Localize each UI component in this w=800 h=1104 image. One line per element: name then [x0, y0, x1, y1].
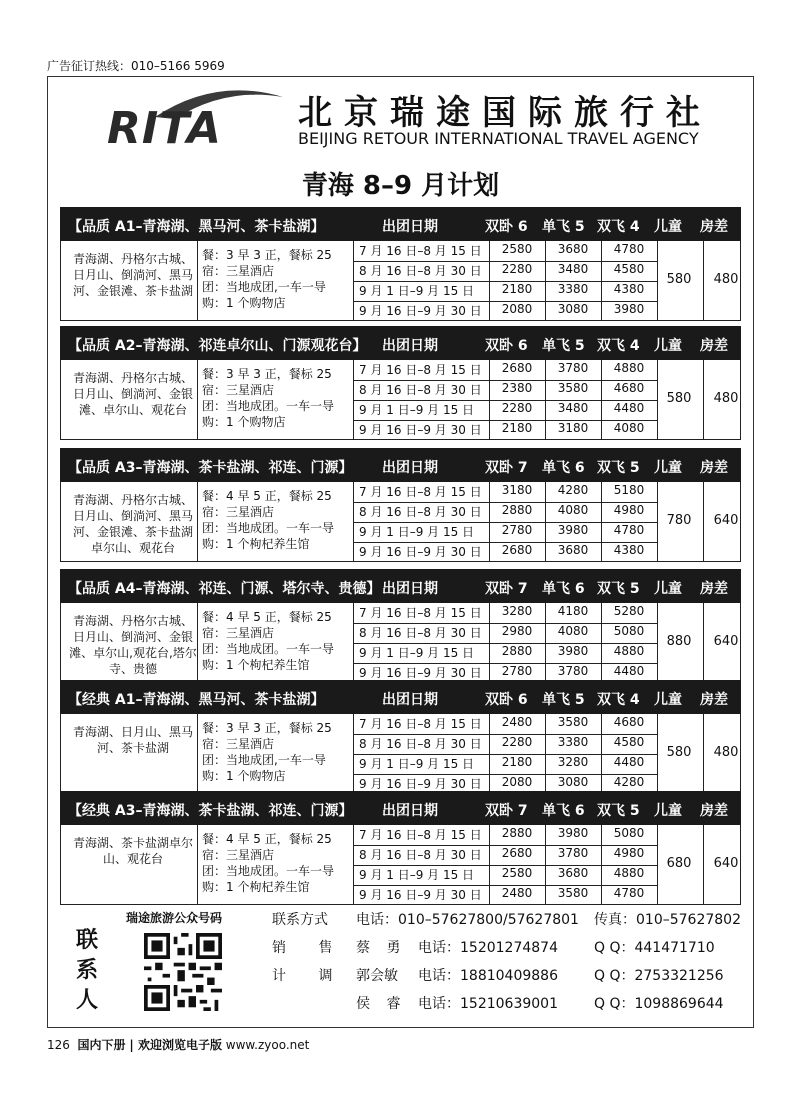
col-room: 房差 [700, 803, 728, 819]
price-1: 2680 [501, 543, 533, 557]
detail-line: 团：当地成团,一车一导 [202, 753, 326, 767]
price-row [353, 281, 657, 302]
price-2: 3580 [557, 886, 589, 900]
col-3: 双飞 4 [597, 692, 640, 708]
fax: 传真：010–57627802 [594, 912, 741, 928]
price-row [353, 623, 657, 644]
price-2: 3080 [557, 775, 589, 789]
price-3: 4480 [613, 755, 645, 769]
section-header [60, 207, 741, 241]
col-date: 出团日期 [382, 803, 438, 819]
section-title: 【品质 A3–青海湖、茶卡盐湖、祁连、门源】 [68, 460, 353, 476]
price-row [353, 400, 657, 421]
detail-line: 餐：4 早 5 正，餐标 25 [202, 832, 332, 846]
date-range: 7 月 16 日–8 月 15 日 [359, 717, 482, 731]
col-room: 房差 [700, 219, 728, 235]
col-3: 双飞 4 [597, 219, 640, 235]
price-3: 4880 [613, 644, 645, 658]
price-1: 2180 [501, 282, 533, 296]
page-footer: 126 国内下册 | 欢迎浏览电子版 www.zyoo.net [47, 1038, 310, 1052]
col-room: 房差 [700, 460, 728, 476]
price-grid [353, 241, 657, 321]
route-text: 青海湖、日月山、黑马河、茶卡盐湖 [72, 725, 193, 755]
col-2: 单飞 5 [542, 692, 585, 708]
route-text: 青海湖、丹格尔古城、日月山、倒淌河、金银滩、卓尔山、观花台 [72, 371, 193, 417]
price-1: 2280 [501, 401, 533, 415]
detail-line: 购：1 个购物店 [202, 415, 286, 429]
price-1: 2080 [501, 775, 533, 789]
price-row [353, 542, 657, 562]
price-2: 3680 [557, 866, 589, 880]
col-2: 单飞 5 [542, 338, 585, 354]
price-3: 5080 [613, 826, 645, 840]
date-range: 9 月 1 日–9 月 15 日 [359, 284, 475, 298]
price-row [353, 643, 657, 664]
price-row [353, 420, 657, 440]
detail-line: 团：当地成团。一车一导 [202, 864, 335, 878]
detail-line: 购：1 个购物店 [202, 769, 286, 783]
rita-logo [105, 83, 245, 165]
col-child: 儿童 [654, 219, 682, 235]
price-row [353, 261, 657, 282]
section-title: 【品质 A1–青海湖、黑马河、茶卡盐湖】 [68, 219, 325, 235]
section-header [60, 448, 741, 482]
date-range: 9 月 16 日–9 月 30 日 [359, 888, 482, 902]
detail-line: 购：1 个枸杞养生馆 [202, 537, 310, 551]
main-phone: 电话：010–57627800/57627801 [356, 912, 579, 928]
price-grid [353, 603, 657, 683]
col-3: 双飞 4 [597, 338, 640, 354]
col-room: 房差 [700, 581, 728, 597]
section-title: 【经典 A3–青海湖、茶卡盐湖、祁连、门源】 [68, 803, 353, 819]
price-3: 4780 [613, 523, 645, 537]
price-row [353, 241, 657, 262]
footer-slogan: 欢迎浏览电子版 [137, 1038, 222, 1052]
details-list [202, 831, 334, 895]
price-grid [353, 360, 657, 440]
tour-section [60, 207, 741, 321]
price-1: 2080 [501, 302, 533, 316]
detail-line: 团：当地成团。一车一导 [202, 521, 335, 535]
price-1: 2480 [501, 715, 533, 729]
price-row [353, 825, 657, 846]
col-2: 单飞 6 [542, 460, 585, 476]
price-1: 3180 [501, 483, 533, 497]
price-row [353, 301, 657, 321]
price-row [353, 522, 657, 543]
detail-line: 宿：三星酒店 [202, 737, 275, 751]
contact-method-label: 联系方式 [272, 912, 328, 928]
detail-line: 团：当地成团,一车一导 [202, 280, 326, 294]
person-qq: Q Q：2753321256 [594, 968, 724, 984]
date-range: 8 月 16 日–8 月 30 日 [359, 626, 482, 640]
date-range: 9 月 1 日–9 月 15 日 [359, 525, 475, 539]
logo-text: RITA [107, 103, 222, 154]
footer-section: 国内下册 [77, 1038, 126, 1052]
price-3: 5080 [613, 624, 645, 638]
price-3: 3980 [613, 302, 645, 316]
col-3: 双飞 5 [597, 803, 640, 819]
price-row [353, 482, 657, 503]
price-2: 3580 [557, 381, 589, 395]
date-range: 9 月 16 日–9 月 30 日 [359, 666, 482, 680]
details-list [202, 488, 334, 552]
person-phone: 电话：18810409886 [418, 968, 558, 984]
col-3: 双飞 5 [597, 581, 640, 597]
price-1: 2580 [501, 242, 533, 256]
route-text: 青海湖、茶卡盐湖卓尔山、观花台 [72, 836, 193, 866]
price-3: 4780 [613, 886, 645, 900]
room-surcharge: 480 [713, 745, 739, 760]
col-child: 儿童 [654, 338, 682, 354]
price-3: 5180 [613, 483, 645, 497]
col-child: 儿童 [654, 803, 682, 819]
person-phone: 电话：15201274874 [418, 940, 558, 956]
price-2: 3980 [557, 523, 589, 537]
section-body [60, 482, 741, 562]
price-3: 4680 [613, 715, 645, 729]
room-surcharge: 640 [713, 856, 739, 871]
child-price: 580 [666, 272, 692, 287]
price-3: 4580 [613, 262, 645, 276]
col-1: 双卧 7 [485, 460, 528, 476]
section-title: 【经典 A1–青海湖、黑马河、茶卡盐湖】 [68, 692, 325, 708]
room-surcharge: 640 [713, 513, 739, 528]
date-range: 9 月 16 日–9 月 30 日 [359, 777, 482, 791]
price-1: 2480 [501, 886, 533, 900]
date-range: 9 月 1 日–9 月 15 日 [359, 757, 475, 771]
price-1: 3280 [501, 604, 533, 618]
detail-line: 餐：3 早 3 正，餐标 25 [202, 367, 332, 381]
price-row [353, 845, 657, 866]
col-3: 双飞 5 [597, 460, 640, 476]
person-qq: Q Q：1098869644 [594, 996, 724, 1012]
person-name: 侯 睿 [356, 996, 407, 1012]
price-1: 2180 [501, 421, 533, 435]
price-row [353, 380, 657, 401]
price-grid [353, 825, 657, 905]
qr-code-icon [144, 933, 222, 1011]
person-name: 郭会敏 [356, 968, 398, 984]
col-1: 双卧 7 [485, 803, 528, 819]
person-name: 蔡 勇 [356, 940, 407, 956]
room-surcharge: 480 [713, 391, 739, 406]
date-range: 8 月 16 日–8 月 30 日 [359, 383, 482, 397]
price-1: 2280 [501, 262, 533, 276]
child-price: 680 [666, 856, 692, 871]
route-text: 青海湖、丹格尔古城、日月山、倒淌河、黑马河、金银滩、茶卡盐湖卓尔山、观花台 [72, 493, 193, 555]
section-title: 【品质 A2–青海湖、祁连卓尔山、门源观花台】 [68, 338, 367, 354]
route-text: 青海湖、丹格尔古城、日月山、倒淌河、金银滩、卓尔山,观花台,塔尔寺、贵德 [69, 614, 197, 676]
col-2: 单飞 6 [542, 803, 585, 819]
price-2: 3580 [557, 715, 589, 729]
price-2: 3280 [557, 755, 589, 769]
col-1: 双卧 6 [485, 692, 528, 708]
price-3: 4580 [613, 735, 645, 749]
price-3: 4080 [613, 421, 645, 435]
ad-hotline: 广告征订热线：010–5166 5969 [47, 59, 225, 73]
col-date: 出团日期 [382, 219, 438, 235]
section-header [60, 680, 741, 714]
date-range: 7 月 16 日–8 月 15 日 [359, 828, 482, 842]
footer-url: www.zyoo.net [225, 1038, 310, 1052]
tour-section [60, 326, 741, 440]
date-range: 7 月 16 日–8 月 15 日 [359, 244, 482, 258]
price-3: 4380 [613, 282, 645, 296]
price-row [353, 502, 657, 523]
col-date: 出团日期 [382, 581, 438, 597]
detail-line: 餐：4 早 5 正，餐标 25 [202, 610, 332, 624]
detail-line: 宿：三星酒店 [202, 383, 275, 397]
price-row [353, 754, 657, 775]
section-body [60, 360, 741, 440]
price-1: 2780 [501, 664, 533, 678]
date-range: 9 月 1 日–9 月 15 日 [359, 646, 475, 660]
price-grid [353, 482, 657, 562]
tour-section [60, 791, 741, 905]
price-row [353, 603, 657, 624]
price-2: 4280 [557, 483, 589, 497]
col-1: 双卧 6 [485, 219, 528, 235]
child-price: 580 [666, 391, 692, 406]
route-text: 青海湖、丹格尔古城、日月山、倒淌河、黑马河、金银滩、茶卡盐湖 [72, 252, 193, 298]
details-list [202, 720, 332, 784]
section-body [60, 825, 741, 905]
price-1: 2580 [501, 866, 533, 880]
price-row [353, 734, 657, 755]
page-number: 126 [47, 1038, 70, 1052]
price-2: 3080 [557, 302, 589, 316]
price-2: 3480 [557, 401, 589, 415]
price-row [353, 714, 657, 735]
col-date: 出团日期 [382, 460, 438, 476]
detail-line: 购：1 个枸杞养生馆 [202, 880, 310, 894]
date-range: 8 月 16 日–8 月 30 日 [359, 737, 482, 751]
child-price: 880 [666, 634, 692, 649]
date-range: 8 月 16 日–8 月 30 日 [359, 848, 482, 862]
child-price: 580 [666, 745, 692, 760]
date-range: 9 月 16 日–9 月 30 日 [359, 545, 482, 559]
price-1: 2980 [501, 624, 533, 638]
agency-name-cn: 北京瑞途国际旅行社 [298, 93, 712, 133]
price-2: 3780 [557, 664, 589, 678]
price-3: 4680 [613, 381, 645, 395]
date-range: 7 月 16 日–8 月 15 日 [359, 363, 482, 377]
child-price: 780 [666, 513, 692, 528]
price-2: 3680 [557, 242, 589, 256]
price-1: 2280 [501, 735, 533, 749]
detail-line: 宿：三星酒店 [202, 626, 275, 640]
date-range: 9 月 16 日–9 月 30 日 [359, 304, 482, 318]
qr-title: 瑞途旅游公众号码 [126, 911, 223, 925]
detail-line: 餐：3 早 3 正，餐标 25 [202, 721, 332, 735]
col-child: 儿童 [654, 460, 682, 476]
detail-line: 购：1 个枸杞养生馆 [202, 658, 310, 672]
price-3: 5280 [613, 604, 645, 618]
price-2: 4080 [557, 503, 589, 517]
person-role: 销 售 [272, 940, 347, 956]
price-3: 4880 [613, 866, 645, 880]
col-child: 儿童 [654, 581, 682, 597]
price-3: 4280 [613, 775, 645, 789]
person-phone: 电话：15210639001 [418, 996, 558, 1012]
detail-line: 餐：3 早 3 正，餐标 25 [202, 248, 332, 262]
detail-line: 购：1 个购物店 [202, 296, 286, 310]
price-1: 2780 [501, 523, 533, 537]
agency-name-en: BEIJING RETOUR INTERNATIONAL TRAVEL AGENCY [298, 129, 699, 148]
price-3: 4980 [613, 503, 645, 517]
person-qq: Q Q：441471710 [594, 940, 715, 956]
section-body [60, 241, 741, 321]
price-2: 4080 [557, 624, 589, 638]
price-1: 2180 [501, 755, 533, 769]
col-date: 出团日期 [382, 338, 438, 354]
section-header [60, 791, 741, 825]
date-range: 9 月 16 日–9 月 30 日 [359, 423, 482, 437]
section-body [60, 714, 741, 794]
details-list [202, 366, 334, 430]
price-2: 3780 [557, 361, 589, 375]
price-2: 3380 [557, 735, 589, 749]
tour-section [60, 680, 741, 794]
price-1: 2380 [501, 381, 533, 395]
price-row [353, 865, 657, 886]
price-3: 4780 [613, 242, 645, 256]
price-2: 3180 [557, 421, 589, 435]
section-header [60, 569, 741, 603]
price-1: 2880 [501, 826, 533, 840]
price-2: 3380 [557, 282, 589, 296]
col-room: 房差 [700, 692, 728, 708]
price-1: 2880 [501, 644, 533, 658]
col-child: 儿童 [654, 692, 682, 708]
section-body [60, 603, 741, 683]
date-range: 7 月 16 日–8 月 15 日 [359, 606, 482, 620]
price-2: 4180 [557, 604, 589, 618]
contact-label: 联系人 [75, 927, 98, 1013]
details-list [202, 247, 332, 311]
details-list [202, 609, 334, 673]
tour-section [60, 448, 741, 562]
price-3: 4880 [613, 361, 645, 375]
detail-line: 团：当地成团。一车一导 [202, 642, 335, 656]
col-1: 双卧 6 [485, 338, 528, 354]
date-range: 9 月 1 日–9 月 15 日 [359, 868, 475, 882]
detail-line: 宿：三星酒店 [202, 848, 275, 862]
date-range: 8 月 16 日–8 月 30 日 [359, 505, 482, 519]
page-frame [47, 76, 754, 1028]
price-3: 4480 [613, 401, 645, 415]
date-range: 9 月 1 日–9 月 15 日 [359, 403, 475, 417]
date-range: 8 月 16 日–8 月 30 日 [359, 264, 482, 278]
price-2: 3780 [557, 846, 589, 860]
page-title: 青海 8–9 月计划 [301, 171, 500, 201]
price-grid [353, 714, 657, 794]
col-2: 单飞 5 [542, 219, 585, 235]
price-2: 3480 [557, 262, 589, 276]
section-title: 【品质 A4–青海湖、祁连、门源、塔尔寺、贵德】 [68, 581, 381, 597]
price-1: 2680 [501, 361, 533, 375]
date-range: 7 月 16 日–8 月 15 日 [359, 485, 482, 499]
room-surcharge: 640 [713, 634, 739, 649]
tour-section [60, 569, 741, 683]
price-row [353, 885, 657, 905]
contact-block [60, 905, 741, 1027]
price-1: 2880 [501, 503, 533, 517]
detail-line: 团：当地成团。一车一导 [202, 399, 335, 413]
price-2: 3980 [557, 826, 589, 840]
section-header [60, 326, 741, 360]
room-surcharge: 480 [713, 272, 739, 287]
detail-line: 餐：4 早 5 正，餐标 25 [202, 489, 332, 503]
price-1: 2680 [501, 846, 533, 860]
price-3: 4480 [613, 664, 645, 678]
person-role: 计 调 [272, 968, 347, 984]
price-row [353, 360, 657, 381]
price-2: 3680 [557, 543, 589, 557]
col-2: 单飞 6 [542, 581, 585, 597]
col-room: 房差 [700, 338, 728, 354]
price-3: 4980 [613, 846, 645, 860]
col-date: 出团日期 [382, 692, 438, 708]
price-2: 3980 [557, 644, 589, 658]
price-3: 4380 [613, 543, 645, 557]
detail-line: 宿：三星酒店 [202, 264, 275, 278]
col-1: 双卧 7 [485, 581, 528, 597]
detail-line: 宿：三星酒店 [202, 505, 275, 519]
